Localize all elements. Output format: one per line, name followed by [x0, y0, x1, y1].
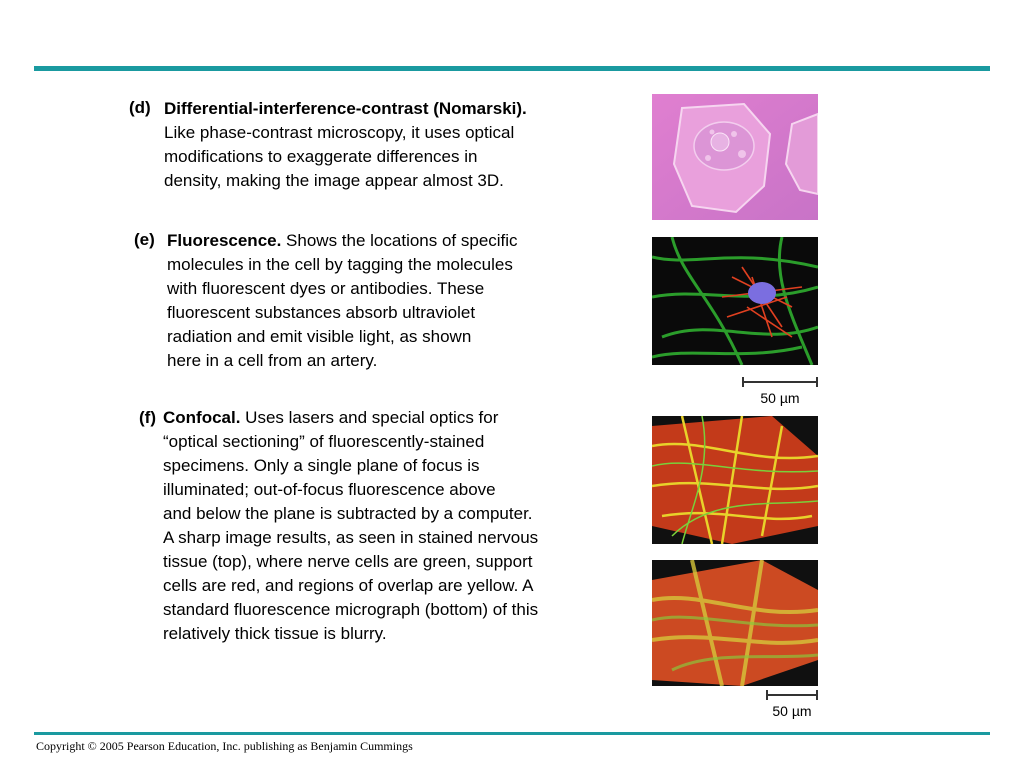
- label-d: (d): [129, 98, 151, 117]
- scale-bar-tick: [742, 377, 744, 387]
- paragraph-dic: [164, 97, 527, 193]
- confocal-title-line: Confocal. Uses lasers and special optics for: [163, 408, 499, 427]
- scale-bar-e: [742, 377, 818, 407]
- fluorescence-line: radiation and emit visible light, as shown: [167, 327, 472, 346]
- scale-bar-tick: [816, 377, 818, 387]
- confocal-line: standard fluorescence micrograph (bottom) of this: [163, 600, 539, 619]
- bottom-divider: [34, 732, 990, 735]
- confocal-line: “optical sectioning” of fluorescently-stained: [163, 432, 485, 451]
- copyright-notice: Copyright © 2005 Pearson Education, Inc. publishing as Benjamin Cummings: [36, 739, 413, 753]
- confocal-micrograph: [652, 416, 818, 544]
- confocal-line: specimens. Only a single plane of focus is: [163, 456, 480, 475]
- label-e: (e): [134, 230, 155, 249]
- confocal-line: A sharp image results, as seen in stained nervous: [163, 528, 539, 547]
- scale-bar-label: 50 µm: [772, 703, 812, 719]
- fluorescence-title-line: Fluorescence. Shows the locations of specific: [167, 231, 518, 250]
- scale-bar-f: [766, 690, 818, 720]
- confocal-line: cells are red, and regions of overlap are yellow. A: [163, 576, 534, 595]
- fluorescence-line: with fluorescent dyes or antibodies. These: [167, 279, 485, 298]
- label-f: (f): [139, 408, 156, 427]
- top-divider: [34, 66, 990, 71]
- scale-bar-tick: [766, 690, 768, 700]
- scale-bar-label: 50 µm: [760, 390, 800, 406]
- fluorescence-line: molecules in the cell by tagging the molecules: [167, 255, 513, 274]
- paragraph-confocal: [163, 406, 538, 646]
- paragraph-fluorescence: [167, 229, 518, 373]
- standard-fluorescence-micrograph: [652, 560, 818, 686]
- fluorescence-line: here in a cell from an artery.: [167, 351, 378, 370]
- dic-title: Differential-interference-contrast (Nomarski).: [164, 99, 527, 118]
- fluorescence-line: fluorescent substances absorb ultraviolet: [167, 303, 476, 322]
- confocal-line: and below the plane is subtracted by a computer.: [163, 504, 533, 523]
- confocal-line: tissue (top), where nerve cells are green, support: [163, 552, 533, 571]
- scale-bar-tick: [816, 690, 818, 700]
- scale-bar-line: [766, 694, 818, 696]
- dic-line: Like phase-contrast microscopy, it uses optical: [164, 123, 515, 142]
- scale-bar-line: [742, 381, 818, 383]
- confocal-line: illuminated; out-of-focus fluorescence above: [163, 480, 496, 499]
- fluorescence-micrograph: [652, 237, 818, 365]
- dic-micrograph: [652, 94, 818, 220]
- dic-line: density, making the image appear almost 3D.: [164, 171, 504, 190]
- confocal-line: relatively thick tissue is blurry.: [163, 624, 387, 643]
- dic-line: modifications to exaggerate differences in: [164, 147, 478, 166]
